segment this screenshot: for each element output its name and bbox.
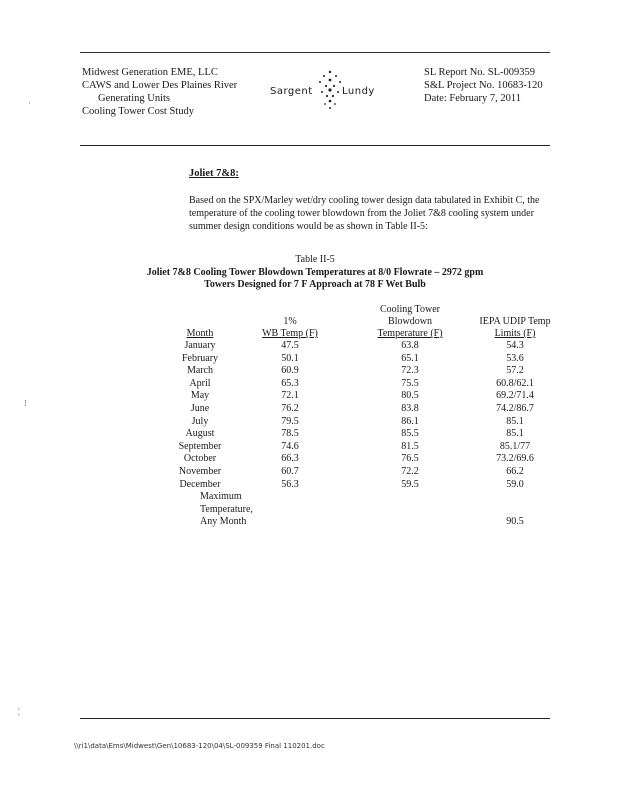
cell-iepa-limit: 53.6: [506, 352, 524, 364]
client-line-4: Cooling Tower Cost Study: [82, 106, 194, 117]
scan-mark-3: ¦: [18, 706, 20, 716]
project-number: S&L Project No. 10683-120: [424, 80, 543, 91]
cell-month: July: [191, 415, 209, 427]
cell-blowdown-temp: 72.2: [401, 465, 419, 477]
cell-blowdown-temp: 59.5: [401, 478, 419, 490]
cell-blowdown-temp: 63.8: [401, 340, 419, 351]
col-iepa-top: IEPA UDIP Temp: [479, 316, 551, 327]
cell-iepa-limit: 69.2/71.4: [496, 390, 534, 402]
cell-month: April: [189, 377, 211, 389]
max-value: 90.5: [506, 516, 524, 528]
cell-blowdown-temp: 65.1: [401, 352, 419, 364]
cell-iepa-limit: 66.2: [506, 465, 524, 477]
section-title: Joliet 7&8:: [189, 168, 239, 179]
cell-iepa-limit: 74.2/86.7: [496, 402, 534, 414]
cell-month: February: [181, 352, 219, 364]
col-ct-top1: Cooling Tower: [380, 304, 440, 315]
top-rule: [80, 52, 550, 53]
cell-blowdown-temp: 81.5: [401, 440, 419, 452]
cell-iepa-limit: 73.2/69.6: [496, 453, 534, 465]
table-row: [120, 353, 560, 366]
max-label-line-3: Any Month: [200, 516, 247, 528]
max-label-line-1: Maximum: [200, 491, 242, 503]
client-line-2: CAWS and Lower Des Plaines River: [82, 80, 238, 91]
header-rule: [80, 145, 550, 146]
cell-blowdown-temp: 86.1: [401, 415, 419, 427]
cell-wb-temp: 56.3: [281, 478, 299, 490]
cell-blowdown-temp: 80.5: [401, 390, 419, 402]
col-wb-top: 1%: [283, 316, 297, 327]
cell-wb-temp: 72.1: [281, 390, 299, 402]
cell-blowdown-temp: 75.5: [401, 377, 419, 389]
table-row: [120, 479, 560, 492]
scan-mark-2: ⁝: [24, 398, 27, 408]
col-iepa-header: [450, 316, 580, 340]
col-month-label: Month: [186, 328, 214, 339]
table-caption-line-2: Towers Designed for 7 F Approach at 78 F Wet Bulb: [204, 279, 426, 290]
cell-wb-temp: 74.6: [281, 440, 299, 452]
cell-iepa-limit: 60.8/62.1: [496, 377, 534, 389]
cell-wb-temp: 47.5: [281, 340, 299, 351]
footer-rule: [80, 718, 550, 719]
cell-blowdown-temp: 83.8: [401, 402, 419, 414]
cell-blowdown-temp: 85.5: [401, 428, 419, 440]
sargent-lundy-logo: [268, 66, 392, 112]
footer-file-path: \\ri1\data\Ems\Midwest\Gen\10683-120\04\SL-009359 Final 110201.doc: [74, 742, 325, 750]
cell-month: March: [186, 365, 214, 377]
max-label-line-2: Temperature,: [200, 503, 253, 515]
cell-wb-temp: 78.5: [281, 428, 299, 440]
client-block: [82, 66, 237, 118]
cell-iepa-limit: 57.2: [506, 365, 524, 377]
table-row: [120, 340, 560, 353]
table-row: [120, 390, 560, 403]
table-row: [120, 403, 560, 416]
cell-wb-temp: 50.1: [281, 352, 299, 364]
table-row: [120, 466, 560, 479]
cell-wb-temp: 79.5: [281, 415, 299, 427]
cell-iepa-limit: 59.0: [506, 478, 524, 490]
cell-month: August: [185, 428, 215, 440]
client-line-3: Generating Units: [98, 93, 171, 104]
col-iepa-bottom: Limits (F): [494, 328, 536, 339]
cell-wb-temp: 66.3: [281, 453, 299, 465]
cell-blowdown-temp: 76.5: [401, 453, 419, 465]
table-row: [120, 441, 560, 454]
cell-wb-temp: 60.9: [281, 365, 299, 377]
report-date: Date: February 7, 2011: [424, 93, 522, 104]
logo-word-sargent: Sargent: [270, 86, 313, 97]
cell-month: June: [190, 402, 210, 414]
table-row: [120, 378, 560, 391]
cell-month: September: [178, 440, 222, 452]
cell-month: October: [183, 453, 217, 465]
client-line-1: Midwest Generation EME, LLC: [82, 67, 218, 78]
report-number: SL Report No. SL-009359: [424, 67, 536, 78]
table-row: [120, 428, 560, 441]
table-row-maximum: [120, 491, 560, 529]
cell-wb-temp: 76.2: [281, 402, 299, 414]
cell-wb-temp: 60.7: [281, 465, 299, 477]
table-body: [120, 340, 560, 491]
col-wb-bottom: WB Temp (F): [262, 328, 318, 339]
cell-iepa-limit: 85.1/77: [499, 440, 531, 452]
table-row: [120, 365, 560, 378]
cell-month: January: [184, 340, 216, 351]
max-label: [120, 491, 280, 528]
scan-mark-1: ·: [28, 98, 31, 108]
cell-blowdown-temp: 72.3: [401, 365, 419, 377]
logo-word-lundy: Lundy: [342, 86, 375, 97]
col-wb-header: [230, 316, 350, 340]
table-label: Table II-5: [295, 254, 335, 265]
table-caption: [80, 267, 550, 291]
table-row: [120, 453, 560, 466]
cell-month: November: [178, 465, 222, 477]
cell-month: May: [190, 390, 210, 402]
table-row: [120, 416, 560, 429]
blowdown-temperature-table: [120, 304, 560, 529]
cell-wb-temp: 65.3: [281, 377, 299, 389]
report-info-block: [424, 66, 543, 105]
section-paragraph: Based on the SPX/Marley wet/dry cooling tower design data tabulated in Exhibit C, the temperature of the cooling tower blowdown from the Joliet 7&8 cooling system under summer design conditions would be as shown in Table II-5:: [189, 195, 540, 232]
cell-iepa-limit: 85.1: [506, 428, 524, 440]
cell-iepa-limit: 85.1: [506, 415, 524, 427]
table-header: [120, 304, 560, 340]
cell-month: December: [179, 478, 221, 490]
table-caption-line-1: Joliet 7&8 Cooling Tower Blowdown Temperatures at 8/0 Flowrate – 2972 gpm: [146, 267, 484, 278]
cell-iepa-limit: 54.3: [506, 340, 524, 351]
col-ct-top2: Blowdown: [388, 316, 432, 327]
col-ct-bottom: Temperature (F): [377, 328, 443, 339]
